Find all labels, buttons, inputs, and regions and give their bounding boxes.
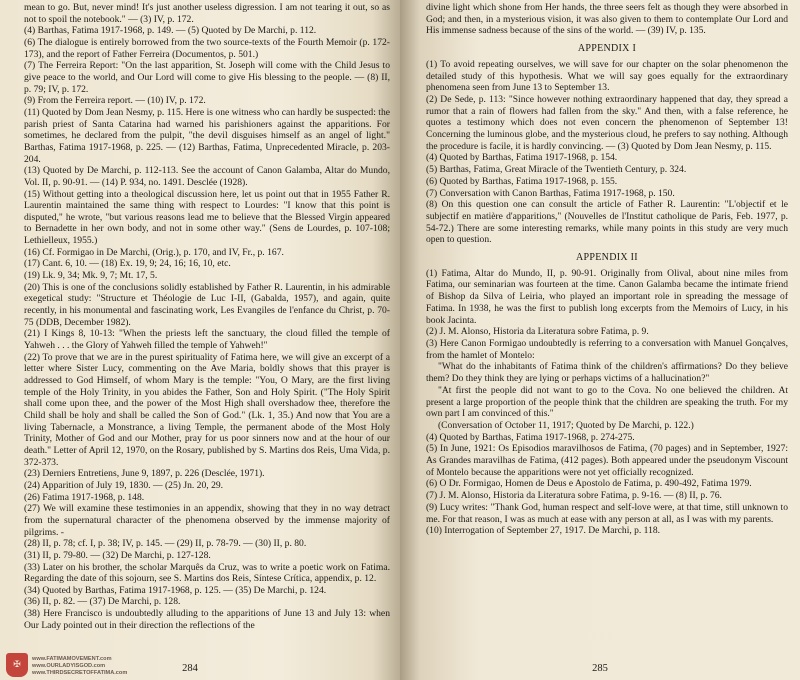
- right-page: [400, 0, 800, 680]
- note-paragraph: (11) Quoted by Dom Jean Nesmy, p. 115. Here is one witness who can hardly be suspected: the parish priest of Santa Catarina had warned his parishioners against the apparitions. For sometimes, he declared from the pulpit, "the devil disguises himself as an angel of light." Barthas, Fatima 1917-1968, p. 225. — (12) Barthas, Fatima, Unprecedented Miracle, p. 203-204.: [24, 106, 390, 165]
- page-number: 285: [592, 663, 608, 674]
- note-paragraph: (34) Quoted by Barthas, Fatima 1917-1968, p. 125. — (35) De Marchi, p. 124.: [24, 584, 327, 596]
- note-paragraph: (21) I Kings 8, 10-13: "When the priests left the sanctuary, the cloud filled the temple of Yahweh . . . the Glory of Yahweh filled the temple of Yahweh!": [24, 328, 390, 352]
- note-paragraph: (23) Derniers Entretiens, June 9, 1897, p. 226 (Desclée, 1971).: [24, 468, 265, 480]
- note-paragraph: (6) O Dr. Formigao, Homen de Deus e Apostolo de Fatima, p. 490-492, Fatima 1979.: [426, 478, 752, 490]
- note-paragraph: (5) In June, 1921: Os Episodios maravilhosos de Fatima, (70 pages) and in September, 1927: As Grandes maravilhas de Fatima, (412 pages). Both appeared under the pseudonym Viscount of Montelo because the apparitions were not yet officially recognized.: [426, 443, 788, 478]
- note-paragraph: (6) Quoted by Barthas, Fatima 1917-1968, p. 155.: [426, 175, 618, 187]
- note-paragraph: (9) Lucy writes: "Thank God, human respect and self-love were, at that time, still unknown to me. For that reason, I was as much at ease with any person at all, as I was with my parents.: [426, 501, 788, 525]
- note-paragraph: mean to go. But, never mind! It's just another useless digression. I am not tearing it out, so as not to spoil the notebook." — (3) IV, p. 172.: [24, 2, 390, 25]
- note-paragraph: (9) From the Ferreira report. — (10) IV, p. 172.: [24, 95, 206, 107]
- note-paragraph: (15) Without getting into a theological discussion here, let us point out that in 1955 Father R. Laurentin maintained the same thing with respect to Lourdes: "I know that this point is disputed," he wrote, "but various reasons lead me to believe that the Blessed Virgin appeared to Bernadette in her own body, and not in some other way." (Sens de Lourdes, p. 107-108; Lethielleux, 1955.): [24, 188, 390, 247]
- quote-paragraph: "What do the inhabitants of Fatima think of the children's affirmations? Do they believe them? Do they think they are lying or perhaps victims of a hallucination?": [426, 361, 788, 385]
- note-paragraph: (2) De Sede, p. 113: "Since however nothing extraordinary happened that day, they spread a rumor that a rain of flowers had fallen from the sky." And then, with a false reference, he quotes a testimony which does not even concern the phenomenon of September 13! Concerning the luminous globe, and the mysterious cloud, he prefers to say nothing. Although the procedure is facile, it is hardly convincing. — (3) Quoted by Dom Jean Nesmy, p. 115.: [426, 93, 788, 152]
- note-paragraph: (4) Quoted by Barthas, Fatima 1917-1968, p. 154.: [426, 152, 618, 164]
- note-paragraph: (7) The Ferreira Report: "On the last apparition, St. Joseph will come with the Child Jesus to give peace to the world, and Our Lord will come to give His blessing to the people. — (8) II, p. 79; IV, p. 172.: [24, 60, 390, 95]
- note-paragraph: (5) Barthas, Fatima, Great Miracle of the Twentieth Century, p. 324.: [426, 164, 687, 176]
- note-paragraph: (1) Fatima, Altar do Mundo, II, p. 90-91. Originally from Olival, about nine miles from Fatima, our seminarian was fourteen at the time. Canon Galamba became the intimate friend of Bishop da Silva of Leiria, who played an important role in spreading the message of Fatima. In 1938, he was the first to publish long excerpts from the Memoirs of Lucy, in his book Jacinta.: [426, 267, 788, 326]
- note-paragraph: (36) II, p. 82. — (37) De Marchi, p. 128.: [24, 596, 181, 608]
- note-paragraph: (20) This is one of the conclusions solidly established by Father R. Laurentin, in his admirable exegetical study: "Structure et Théologie de Luc I-II, (Gabalda, 1957), and again, quite recently, in his monumental and fascinating work, Les Evangiles de l'enfance du Christ, p. 70-75 (DDB, December 1982).: [24, 281, 390, 328]
- left-page-notes: [24, 2, 390, 631]
- appendix-2-title: APPENDIX II: [576, 252, 638, 264]
- page-number: 284: [182, 663, 198, 674]
- note-paragraph: (13) Quoted by De Marchi, p. 112-113. See the account of Canon Galamba, Altar do Mundo, Vol. II, p. 90-91. — (14) P. 934, no. 1491. Desclée (1928).: [24, 165, 390, 188]
- right-page-notes: [426, 2, 788, 537]
- note-paragraph: (27) We will examine these testimonies in an appendix, showing that they in no way detract from the supernatural character of the phenomena observed by the immense majority of pilgrims. -: [24, 503, 390, 538]
- note-paragraph: (10) Interrogation of September 27, 1917. De Marchi, p. 118.: [426, 525, 661, 537]
- note-paragraph: (28) II, p. 78; cf. I, p. 38; IV, p. 145. — (29) II, p. 78-79. — (30) II, p. 80.: [24, 538, 307, 550]
- quote-paragraph: (Conversation of October 11, 1917; Quoted by De Marchi, p. 122.): [438, 419, 694, 431]
- note-paragraph: (24) Apparition of July 19, 1830. — (25) Jn. 20, 29.: [24, 479, 224, 491]
- note-paragraph: (2) J. M. Alonso, Historia da Literatura sobre Fatima, p. 9.: [426, 326, 649, 338]
- note-paragraph: (3) Here Canon Formigao undoubtedly is referring to a conversation with Manuel Gonçalves, from the hamlet of Montelo:: [426, 337, 788, 361]
- note-paragraph: (6) The dialogue is entirely borrowed from the two source-texts of the Fourth Memoir (p. 172-173), and the report of Father Ferreira (Documentos, p. 501.): [24, 36, 390, 60]
- appendix-1-title: APPENDIX I: [577, 43, 637, 55]
- note-paragraph: (7) J. M. Alonso, Historia da Literatura sobre Fatima, p. 9-16. — (8) II, p. 76.: [426, 490, 722, 502]
- note-paragraph: (8) On this question one can consult the article of Father R. Laurentin: "L'objectif et le subjectif en matière d'apparitions," (Nouvelles de l'Institut catholique de Paris, Feb. 1977, p. 54-72.) There are some interesting remarks, while many points in this study are very much open to question.: [426, 199, 788, 246]
- note-paragraph: (22) To prove that we are in the purest spirituality of Fatima here, we will give an excerpt of a letter where Sister Lucy, commenting on the Ave Maria, boldly shows that this prayer is addressed to God Himself, of whom Mary is the temple: "You, O Mary, are the first living temple of the Holy Trinity, in you abides the Father, Son and Holy Spirit. ("The Holy Spirit shall come upon thee, and the power of the Most High shall overshadow thee, therefore the Child shall be holy and shall be called the Son of God." (Lk. 1, 35.) And now that You are a living Tabernacle, a Monstrance, a living Temple, the permanent abode of the Most Holy Trinity, Mother of God and our Mother, pray for us poor sinners now and at the hour of our death." Letter of April 12, 1970, on the Rosary, published by S. Martins dos Reis, Uma Vida, p. 372-373.: [24, 351, 390, 468]
- note-paragraph: (4) Barthas, Fatima 1917-1968, p. 149. — (5) Quoted by De Marchi, p. 112.: [24, 25, 317, 37]
- note-paragraph: (7) Conversation with Canon Barthas, Fatima 1917-1968, p. 150.: [426, 187, 675, 199]
- note-paragraph: (17) Cant. 6, 10. — (18) Ex. 19, 9; 24, 16; 16, 10, etc.: [24, 258, 231, 270]
- footer-link[interactable]: www.OURLADYISGOD.com: [32, 663, 106, 669]
- footer-links: [32, 656, 127, 677]
- footer-link[interactable]: www.THIRDSECRETOFFATIMA.com: [32, 670, 128, 676]
- note-paragraph: (31) II, p. 79-80. — (32) De Marchi, p. 127-128.: [24, 549, 211, 561]
- footer-link[interactable]: www.FATIMAMOVEMENT.com: [32, 656, 112, 662]
- fatima-crest-icon: ✠: [6, 653, 28, 677]
- quote-paragraph: "At first the people did not want to go to the Cova. No one believed the children. At present a large proportion of the people think that the children are speaking the truth. For my own part I am convinced of this.": [426, 384, 788, 420]
- note-paragraph: (1) To avoid repeating ourselves, we will save for our chapter on the solar phenomenon the detailed study of this hypothesis. What we will say goes equally for the extraordinary phenomena seen from June 13 to September 13.: [426, 58, 788, 94]
- note-paragraph: divine light which shone from Her hands, the three seers felt as though they were absorbed in God; and then, in a mysterious vision, it was also given to them to contemplate Our Lord and His immense sadness because of the sins of the world. — (39) IV, p. 135.: [426, 2, 788, 37]
- note-paragraph: (38) Here Francisco is undoubtedly alluding to the apparitions of June 13 and July 13: when Our Lady pointed out in their direction the reflections of the: [24, 608, 390, 631]
- note-paragraph: (26) Fatima 1917-1968, p. 148.: [24, 491, 145, 503]
- note-paragraph: (19) Lk. 9, 34; Mk. 9, 7; Mt. 17, 5.: [24, 270, 158, 282]
- note-paragraph: (4) Quoted by Barthas, Fatima 1917-1968, p. 274-275.: [426, 431, 635, 443]
- note-paragraph: (33) Later on his brother, the scholar Marquês da Cruz, was to write a poetic work on Fatima. Regarding the date of this sojourn, see S. Martins dos Reis, Síntese Crítica, appendix, p. 12.: [24, 561, 390, 585]
- note-paragraph: (16) Cf. Formigao in De Marchi, (Orig.), p. 170, and IV, Fr., p. 167.: [24, 246, 284, 258]
